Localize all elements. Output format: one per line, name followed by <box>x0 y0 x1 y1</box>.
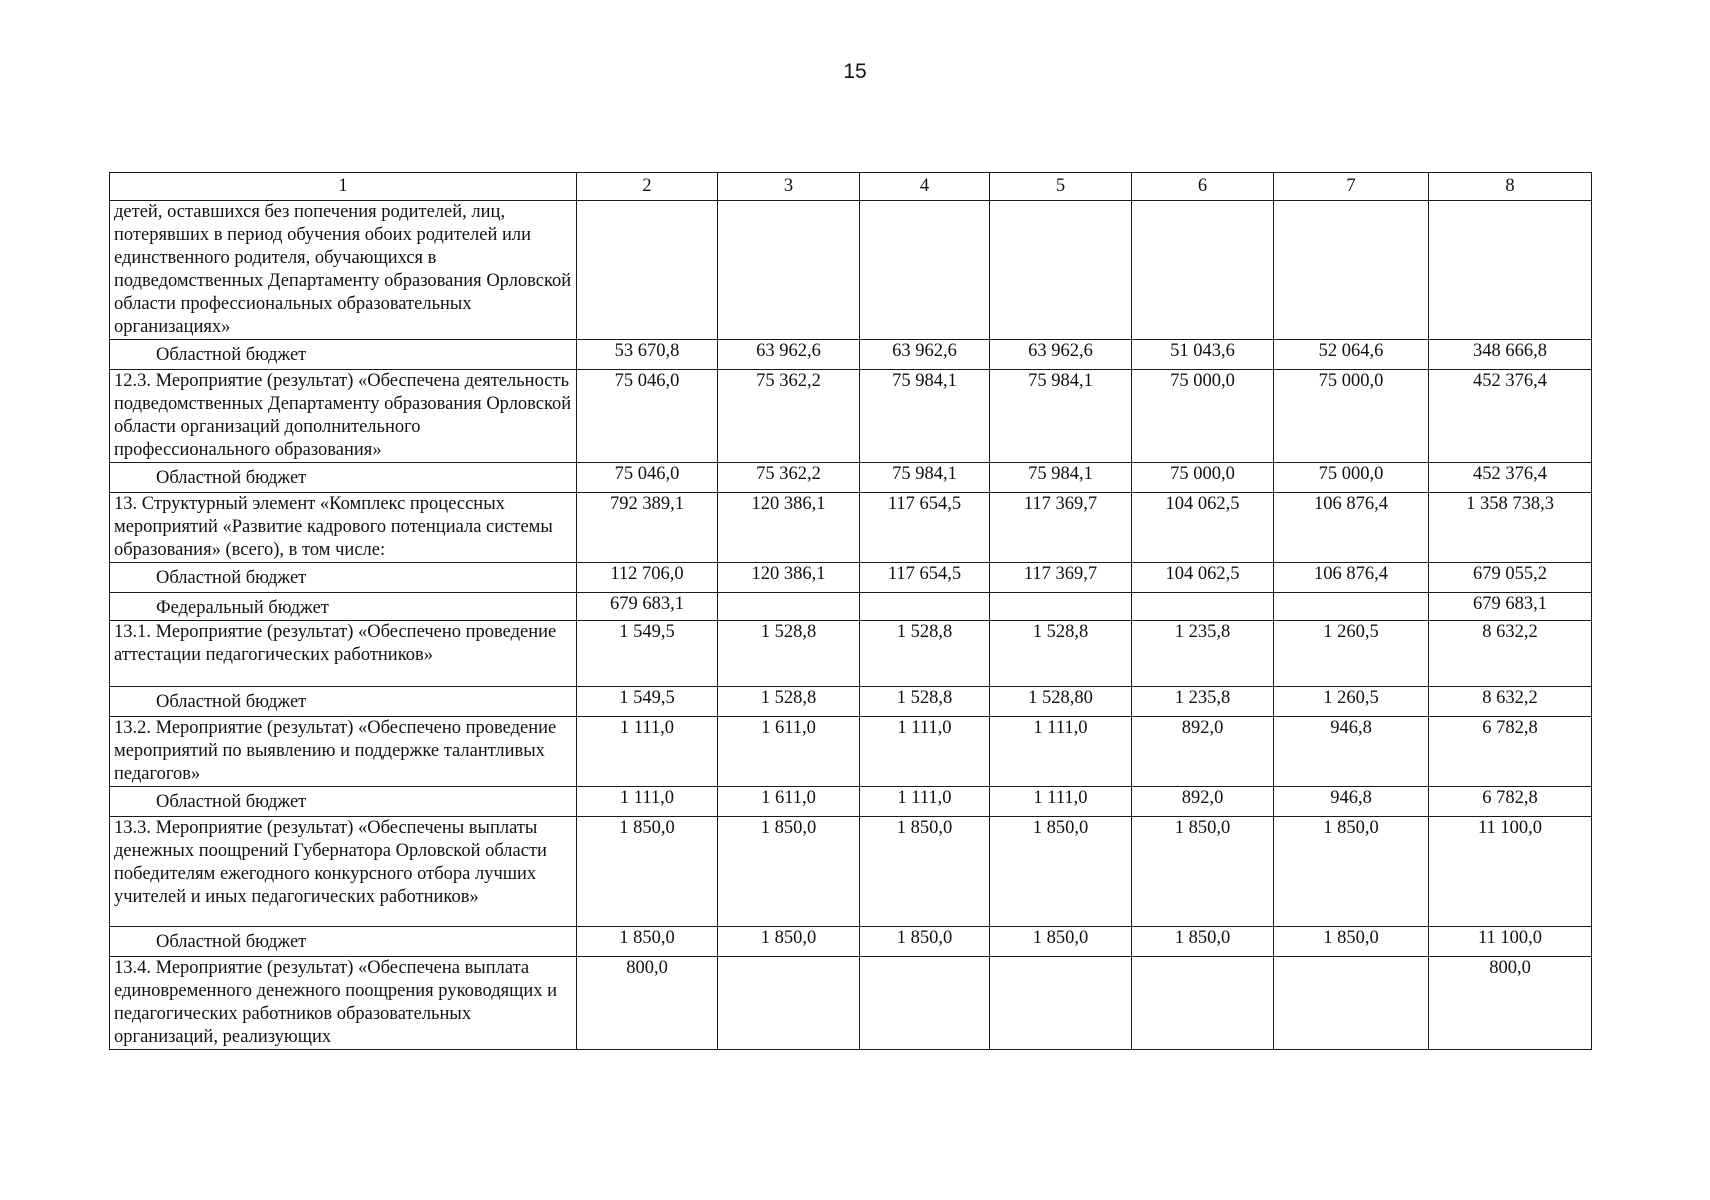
value-cell-col-8: 11 100,0 <box>1429 817 1592 927</box>
budget-source-row <box>110 787 1592 817</box>
value-cell-col-8: 6 782,8 <box>1429 717 1592 787</box>
value-cell-col-7 <box>1274 593 1429 621</box>
value-cell-col-8: 8 632,2 <box>1429 621 1592 687</box>
value-cell-col-8: 1 358 738,3 <box>1429 493 1592 563</box>
value-cell-col-5: 117 369,7 <box>990 493 1132 563</box>
value-cell-col-3: 1 528,8 <box>718 621 860 687</box>
value-cell-col-4: 1 111,0 <box>860 717 990 787</box>
column-header-8: 8 <box>1429 173 1592 201</box>
value-cell-col-4: 1 111,0 <box>860 787 990 817</box>
value-cell-col-6: 51 043,6 <box>1132 340 1274 370</box>
value-cell-col-3 <box>718 957 860 1050</box>
budget-source-row <box>110 927 1592 957</box>
value-cell-col-5: 117 369,7 <box>990 563 1132 593</box>
value-cell-col-3: 75 362,2 <box>718 370 860 463</box>
value-cell-col-3: 120 386,1 <box>718 563 860 593</box>
value-cell-col-5: 1 850,0 <box>990 927 1132 957</box>
value-cell-col-8: 6 782,8 <box>1429 787 1592 817</box>
activity-description: 13. Структурный элемент «Комплекс процессных мероприятий «Развитие кадрового потенциала системы образования» (всего), в том числе: <box>110 493 577 563</box>
column-header-1: 1 <box>110 173 577 201</box>
value-cell-col-6 <box>1132 957 1274 1050</box>
value-cell-col-4: 117 654,5 <box>860 493 990 563</box>
value-cell-col-5 <box>990 593 1132 621</box>
budget-source-label: Областной бюджет <box>110 340 577 370</box>
value-cell-col-2: 1 850,0 <box>577 817 718 927</box>
activity-row <box>110 817 1592 927</box>
column-header-2: 2 <box>577 173 718 201</box>
column-header-row <box>110 173 1592 201</box>
activity-row <box>110 201 1592 340</box>
value-cell-col-8: 679 055,2 <box>1429 563 1592 593</box>
value-cell-col-7: 1 260,5 <box>1274 621 1429 687</box>
value-cell-col-5: 1 111,0 <box>990 717 1132 787</box>
value-cell-col-3: 120 386,1 <box>718 493 860 563</box>
value-cell-col-2: 1 850,0 <box>577 927 718 957</box>
value-cell-col-3: 63 962,6 <box>718 340 860 370</box>
activity-description: 13.2. Мероприятие (результат) «Обеспечено проведение мероприятий по выявлению и поддержке талантливых педагогов» <box>110 717 577 787</box>
table-body <box>110 201 1592 1050</box>
value-cell-col-5: 75 984,1 <box>990 370 1132 463</box>
value-cell-col-6: 1 850,0 <box>1132 817 1274 927</box>
budget-source-row <box>110 563 1592 593</box>
budget-table <box>109 172 1592 1050</box>
column-header-3: 3 <box>718 173 860 201</box>
value-cell-col-7: 1 850,0 <box>1274 817 1429 927</box>
budget-source-label: Областной бюджет <box>110 787 577 817</box>
value-cell-col-7: 1 260,5 <box>1274 687 1429 717</box>
activity-row <box>110 717 1592 787</box>
value-cell-col-8: 800,0 <box>1429 957 1592 1050</box>
activity-row <box>110 621 1592 687</box>
value-cell-col-5: 1 528,80 <box>990 687 1132 717</box>
value-cell-col-7: 106 876,4 <box>1274 493 1429 563</box>
budget-source-label: Областной бюджет <box>110 927 577 957</box>
value-cell-col-2: 1 549,5 <box>577 687 718 717</box>
value-cell-col-4: 117 654,5 <box>860 563 990 593</box>
budget-source-label: Областной бюджет <box>110 687 577 717</box>
value-cell-col-3: 1 611,0 <box>718 787 860 817</box>
value-cell-col-7: 52 064,6 <box>1274 340 1429 370</box>
activity-description: 13.3. Мероприятие (результат) «Обеспечены выплаты денежных поощрений Губернатора Орловской области победителям ежегодного конкурсного отбора лучших учителей и иных педагогических работников» <box>110 817 577 927</box>
value-cell-col-2: 75 046,0 <box>577 370 718 463</box>
budget-source-label: Областной бюджет <box>110 463 577 493</box>
value-cell-col-4: 1 528,8 <box>860 621 990 687</box>
page-number: 15 <box>843 60 867 83</box>
value-cell-col-8: 452 376,4 <box>1429 370 1592 463</box>
value-cell-col-6: 75 000,0 <box>1132 463 1274 493</box>
column-header-5: 5 <box>990 173 1132 201</box>
value-cell-col-4: 1 850,0 <box>860 927 990 957</box>
value-cell-col-7: 75 000,0 <box>1274 370 1429 463</box>
activity-description: 13.1. Мероприятие (результат) «Обеспечено проведение аттестации педагогических работников» <box>110 621 577 687</box>
value-cell-col-5 <box>990 957 1132 1050</box>
value-cell-col-4 <box>860 593 990 621</box>
budget-source-row <box>110 463 1592 493</box>
value-cell-col-4 <box>860 957 990 1050</box>
value-cell-col-5 <box>990 201 1132 340</box>
budget-source-label: Областной бюджет <box>110 563 577 593</box>
value-cell-col-2: 53 670,8 <box>577 340 718 370</box>
value-cell-col-7 <box>1274 201 1429 340</box>
value-cell-col-3 <box>718 201 860 340</box>
value-cell-col-6: 1 850,0 <box>1132 927 1274 957</box>
value-cell-col-3: 1 850,0 <box>718 817 860 927</box>
value-cell-col-8: 452 376,4 <box>1429 463 1592 493</box>
value-cell-col-2: 800,0 <box>577 957 718 1050</box>
value-cell-col-2: 679 683,1 <box>577 593 718 621</box>
value-cell-col-5: 63 962,6 <box>990 340 1132 370</box>
value-cell-col-7: 946,8 <box>1274 787 1429 817</box>
value-cell-col-6: 104 062,5 <box>1132 493 1274 563</box>
value-cell-col-6 <box>1132 593 1274 621</box>
activity-row <box>110 493 1592 563</box>
value-cell-col-8: 348 666,8 <box>1429 340 1592 370</box>
value-cell-col-6: 75 000,0 <box>1132 370 1274 463</box>
value-cell-col-5: 1 850,0 <box>990 817 1132 927</box>
value-cell-col-3: 1 611,0 <box>718 717 860 787</box>
value-cell-col-2: 112 706,0 <box>577 563 718 593</box>
budget-source-row <box>110 340 1592 370</box>
value-cell-col-2: 1 549,5 <box>577 621 718 687</box>
value-cell-col-6: 104 062,5 <box>1132 563 1274 593</box>
value-cell-col-7 <box>1274 957 1429 1050</box>
value-cell-col-7: 75 000,0 <box>1274 463 1429 493</box>
value-cell-col-6: 892,0 <box>1132 787 1274 817</box>
value-cell-col-2: 792 389,1 <box>577 493 718 563</box>
value-cell-col-3: 1 850,0 <box>718 927 860 957</box>
value-cell-col-4: 75 984,1 <box>860 463 990 493</box>
value-cell-col-4: 63 962,6 <box>860 340 990 370</box>
value-cell-col-4 <box>860 201 990 340</box>
column-header-7: 7 <box>1274 173 1429 201</box>
value-cell-col-3: 75 362,2 <box>718 463 860 493</box>
value-cell-col-6 <box>1132 201 1274 340</box>
value-cell-col-5: 1 111,0 <box>990 787 1132 817</box>
value-cell-col-8: 11 100,0 <box>1429 927 1592 957</box>
value-cell-col-6: 1 235,8 <box>1132 621 1274 687</box>
value-cell-col-8 <box>1429 201 1592 340</box>
value-cell-col-5: 1 528,8 <box>990 621 1132 687</box>
value-cell-col-8: 8 632,2 <box>1429 687 1592 717</box>
value-cell-col-4: 75 984,1 <box>860 370 990 463</box>
activity-row <box>110 957 1592 1050</box>
activity-description: 13.4. Мероприятие (результат) «Обеспечена выплата единовременного денежного поощрения руководящих и педагогических работников образовательных организаций, реализующих <box>110 957 577 1050</box>
value-cell-col-3: 1 528,8 <box>718 687 860 717</box>
activity-description: 12.3. Мероприятие (результат) «Обеспечена деятельность подведомственных Департаменту образования Орловской области организаций дополнительного профессионального образования» <box>110 370 577 463</box>
value-cell-col-5: 75 984,1 <box>990 463 1132 493</box>
value-cell-col-6: 1 235,8 <box>1132 687 1274 717</box>
value-cell-col-2: 1 111,0 <box>577 717 718 787</box>
value-cell-col-3 <box>718 593 860 621</box>
activity-row <box>110 370 1592 463</box>
column-header-4: 4 <box>860 173 990 201</box>
value-cell-col-6: 892,0 <box>1132 717 1274 787</box>
value-cell-col-8: 679 683,1 <box>1429 593 1592 621</box>
column-header-6: 6 <box>1132 173 1274 201</box>
value-cell-col-7: 106 876,4 <box>1274 563 1429 593</box>
value-cell-col-4: 1 850,0 <box>860 817 990 927</box>
value-cell-col-4: 1 528,8 <box>860 687 990 717</box>
value-cell-col-2 <box>577 201 718 340</box>
value-cell-col-2: 75 046,0 <box>577 463 718 493</box>
value-cell-col-2: 1 111,0 <box>577 787 718 817</box>
value-cell-col-7: 1 850,0 <box>1274 927 1429 957</box>
value-cell-col-7: 946,8 <box>1274 717 1429 787</box>
budget-source-label: Федеральный бюджет <box>110 593 577 621</box>
activity-description: детей, оставшихся без попечения родителей, лиц, потерявших в период обучения обоих родителей или единственного родителя, обучающихся в подведомственных Департаменту образования Орловской области профессиональных образовательных организациях» <box>110 201 577 340</box>
budget-source-row <box>110 593 1592 621</box>
budget-source-row <box>110 687 1592 717</box>
